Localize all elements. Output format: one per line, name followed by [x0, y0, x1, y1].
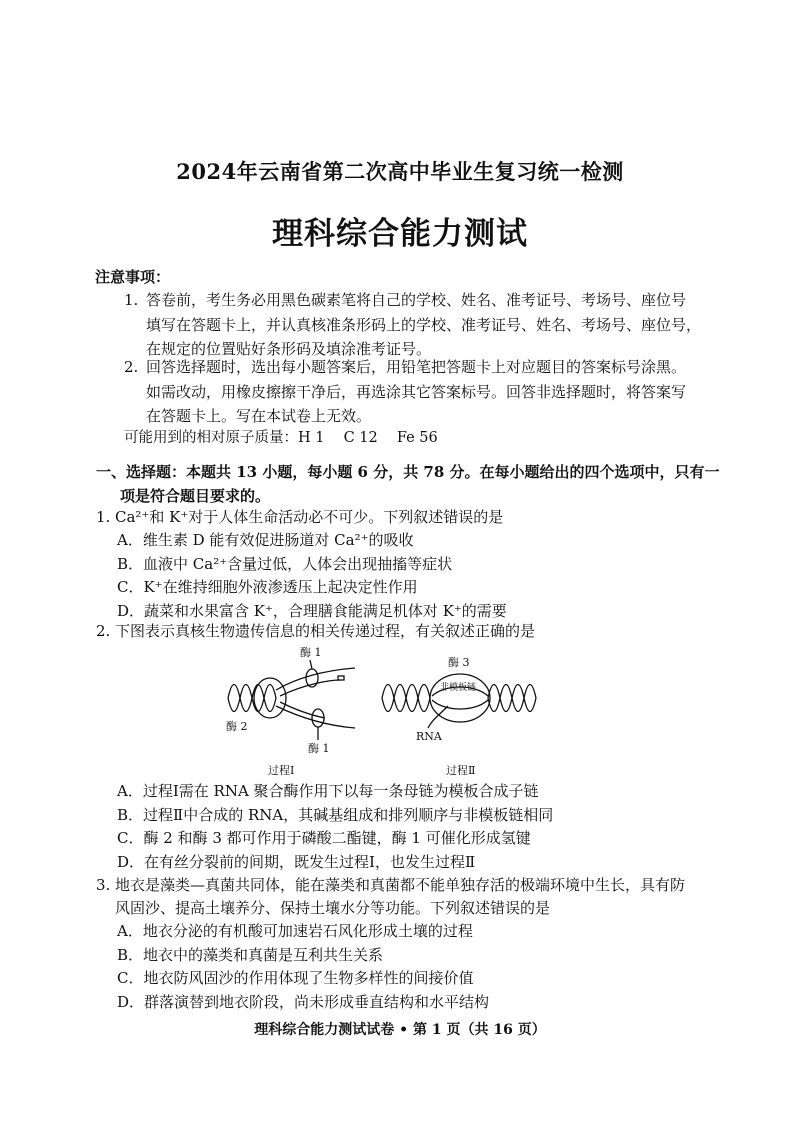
question-number: 3.	[96, 876, 111, 894]
dna-helix-right-left-strand	[382, 685, 430, 712]
upper-daughter	[280, 680, 340, 696]
rna-strand	[428, 706, 448, 728]
question-number: 1.	[96, 508, 111, 526]
option-c: C．K⁺在维持细胞外液渗透压上起决定性作用	[117, 578, 418, 596]
option-b: B．血液中 Ca²⁺含量过低，人体会出现抽搐等症状	[117, 554, 453, 573]
replication-transcription-figure	[220, 640, 600, 780]
rna-label: RNA	[416, 730, 442, 743]
pointer-line	[310, 660, 312, 669]
section-line: 一、选择题：本题共 13 小题，每小题 6 分，共 78 分。在每小题给出的四个选项中，只有一	[96, 463, 720, 481]
notice-item-1	[124, 288, 709, 362]
option-c: C．酶 2 和酶 3 都可作用于磷酸二酯键，酶 1 可催化形成氢键	[117, 829, 531, 847]
notice-item-2	[124, 355, 709, 429]
notice-item-number: 2.	[124, 358, 139, 376]
notice-line: 回答选择题时，选出每小题答案后，用铅笔把答题卡上对应题目的答案标号涂黑。	[146, 358, 687, 376]
subject-title: 理科综合能力测试	[272, 216, 528, 252]
option-c: C．地衣防风固沙的作用体现了生物多样性的间接价值	[117, 969, 474, 987]
enzyme-2-label: 酶 2	[226, 720, 248, 733]
option-a: A．过程Ⅰ需在 RNA 聚合酶作用下以每一条母链为模板合成子链	[117, 782, 539, 800]
process-1-label: 过程Ⅰ	[268, 764, 295, 777]
notice-line: 填写在答题卡上，并认真核准条形码上的学校、准考证号、姓名、考场号、座位号，	[146, 315, 702, 334]
question-number: 2.	[96, 622, 111, 640]
option-a: A．维生素 D 能有效促进肠道对 Ca²⁺的吸收	[117, 531, 414, 549]
bubble-lower-strand	[432, 700, 488, 709]
section-line: 项是符合题目要求的。	[120, 487, 271, 505]
non-template-strand-label: 非模板链	[440, 683, 477, 693]
enzyme-3-label: 酶 3	[448, 656, 470, 669]
lower-daughter	[280, 702, 325, 718]
question-1	[96, 506, 726, 623]
notice-line: 在规定的位置贴好条形码及填涂准考证号。	[146, 340, 432, 358]
option-d: D．群落演替到地衣阶段，尚未形成垂直结构和水平结构	[117, 992, 490, 1011]
notice-heading: 注意事项：	[95, 268, 171, 286]
question-3	[96, 874, 726, 1014]
notice-item-number: 1.	[124, 291, 139, 309]
option-d: D．蔬菜和水果富含 K⁺，合理膳食能满足机体对 K⁺的需要	[117, 601, 507, 620]
question-stem-line: 地衣是藻类—真菌共同体，能在藻类和真菌都不能单独存活的极端环境中生长，具有防	[115, 876, 686, 894]
option-a: A．地衣分泌的有机酸可加速岩石风化形成土壤的过程	[117, 922, 473, 940]
section-heading	[96, 460, 721, 508]
atomic-masses: 可能用到的相对原子质量：H 1 C 12 Fe 56	[124, 430, 438, 446]
primer-upper	[338, 676, 344, 680]
exam-title: 2024年云南省第二次高中毕业生复习统一检测	[176, 159, 624, 184]
notice-line: 如需改动，用橡皮擦擦干净后，再选涂其它答案标号。回答非选择题时，将答案写	[146, 382, 687, 401]
option-b: B．地衣中的藻类和真菌是互利共生关系	[117, 945, 384, 964]
notice-line: 在答题卡上。写在本试卷上无效。	[146, 407, 372, 425]
enzyme-1-bottom-label: 酶 1	[308, 742, 330, 755]
option-b: B．过程Ⅱ中合成的 RNA，其碱基组成和排列顺序与非模板链相同	[117, 805, 554, 824]
dna-helix-right-right-strand	[488, 685, 536, 712]
question-stem: Ca²⁺和 K⁺对于人体生命活动必不可少。下列叙述错误的是	[115, 508, 504, 526]
page-footer: 理科综合能力测试试卷 • 第 1 页（共 16 页）	[254, 1022, 546, 1038]
question-2-options	[96, 780, 726, 874]
dna-helix-left-strand	[228, 685, 276, 712]
question-stem-line: 风固沙、提高土壤养分、保持土壤水分等功能。下列叙述错误的是	[115, 899, 551, 917]
process-2-label: 过程Ⅱ	[446, 764, 476, 777]
enzyme-1-top-label: 酶 1	[300, 646, 322, 659]
question-stem: 下图表示真核生物遗传信息的相关传递过程，有关叙述正确的是	[115, 622, 536, 640]
notice-line: 答卷前，考生务必用黑色碳素笔将自己的学校、姓名、准考证号、考场号、座位号	[146, 291, 687, 309]
option-d: D．在有丝分裂前的间期，既发生过程Ⅰ，也发生过程Ⅱ	[117, 852, 476, 871]
